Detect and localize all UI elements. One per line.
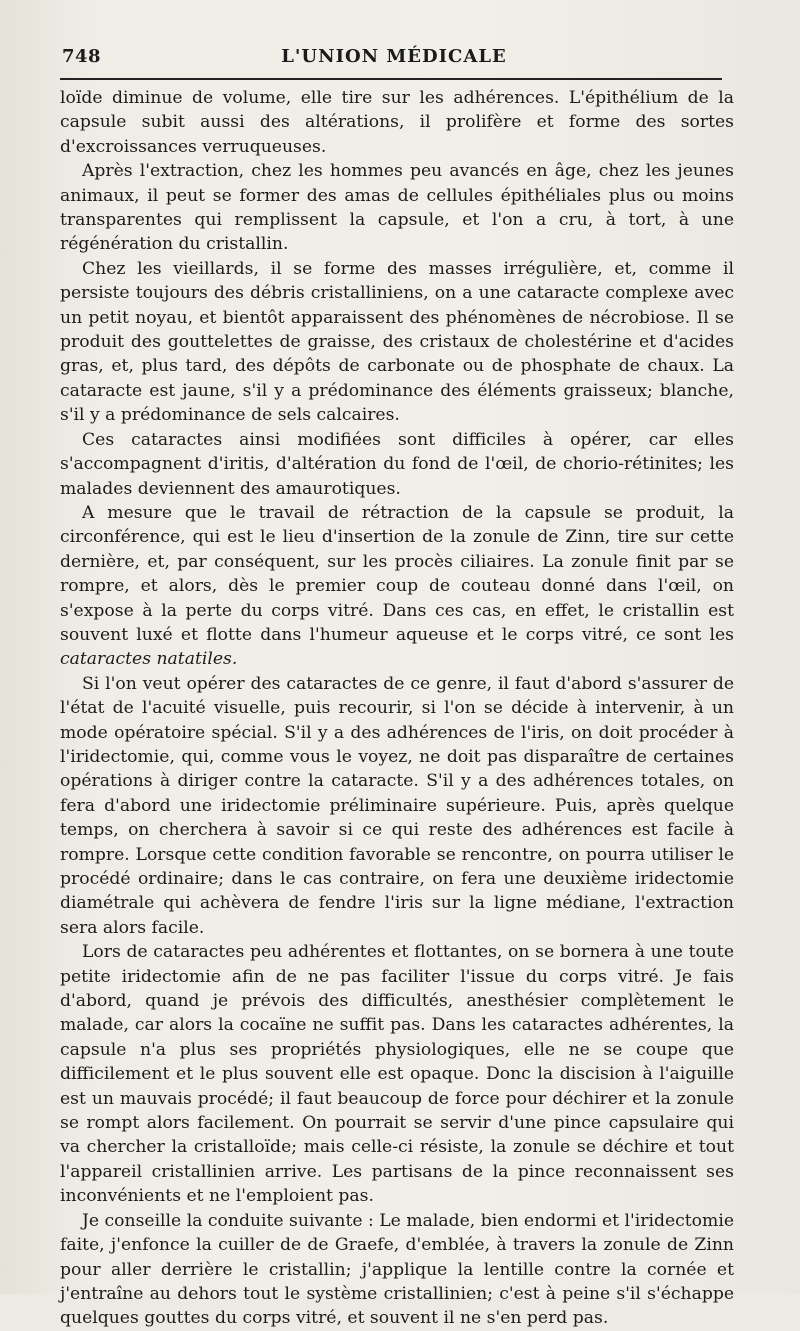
header-rule <box>60 78 722 80</box>
paragraph: Je conseille la conduite suivante : Le malade, bien endormi et l'iridectomie faite, j'enfonce la cuiller de de Graefe, d'emblée, à travers la zonule de Zinn pour aller derrière le cristallin; j'applique la lentille contre la cornée et j'entraîne au dehors tout le système cristallinien; c'est à peine s'il s'échappe quelques gouttes du corps vitré, et souvent il ne s'en perd pas. <box>60 1210 734 1329</box>
paragraph: loïde diminue de volume, elle tire sur les adhérences. L'épithélium de la capsule subit aussi des altérations, il prolifère et forme des sortes d'excroissances verruqueuses. <box>60 88 734 157</box>
paragraph: Chez les vieillards, il se forme des masses irrégulière, et, comme il persiste toujours des débris cristalliniens, on a une cataracte complexe avec un petit noyau, et bientôt apparaissent des phénomènes de nécrobiose. Il se produit des gouttelettes de graisse, des cristaux de cholestérine et d'acides gras, et, plus tard, des dépôts de carbonate ou de phosphate de chaux. La cataracte est jaune, s'il y a prédominance des éléments graisseux; blanche, s'il y a prédominance de sels calcaires. <box>60 258 734 426</box>
italic-term: cataractes natatiles. <box>60 649 238 670</box>
article-body <box>60 86 734 1331</box>
paragraph-with-italic <box>60 501 734 672</box>
running-title: L'UNION MÉDICALE <box>281 46 507 67</box>
paragraph-text: A mesure que le travail de rétraction de la capsule se produit, la circonférence, qui est le lieu d'insertion de la zonule de Zinn, tire sur cette dernière, et, par conséquent, sur les procès ciliaires. La zonule finit par se rompre, et alors, dès le premier coup de couteau donné dans l'œil, on s'expose à la perte du corps vitré. Dans ces cas, en effet, le cristallin est souvent luxé et flotte dans l'humeur aqueuse et le corps vitré, ce sont les <box>60 502 734 645</box>
page-number: 748 <box>62 46 102 67</box>
running-header <box>58 44 730 74</box>
paragraph: Lors de cataractes peu adhérentes et flottantes, on se bornera à une toute petite iridectomie afin de ne pas faciliter l'issue du corps vitré. Je fais d'abord, quand je prévois des difficultés, anesthésier complètement le malade, car alors la cocaïne ne suffit pas. Dans les cataractes adhérentes, la capsule n'a plus ses propriétés physiologiques, elle ne se coupe que difficilement et le plus souvent elle est opaque. Donc la discision à l'aiguille est un mauvais procédé; il faut beaucoup de force pour déchirer et la zonule se rompt alors facilement. On pourrait se servir d'une pince capsulaire qui va chercher la cristalloïde; mais celle-ci résiste, la zonule se déchire et tout l'appareil cristallinien arrive. Les partisans de la pince reconnaissent ses inconvénients et ne l'emploient pas. <box>60 942 734 1207</box>
paragraph: Si l'on veut opérer des cataractes de ce genre, il faut d'abord s'assurer de l'état de l'acuité visuelle, puis recourir, si l'on se décide à intervenir, à un mode opératoire spécial. S'il y a des adhérences de l'iris, on doit procéder à l'iridectomie, qui, comme vous le voyez, ne doit pas disparaître de certaines opérations à diriger contre la cataracte. S'il y a des adhérences totales, on fera d'abord une iridectomie préliminaire supérieure. Puis, après quelque temps, on cherchera à savoir si ce qui reste des adhérences est facile à rompre. Lorsque cette condition favorable se rencontre, on pourra utiliser le procédé ordinaire; dans le cas contraire, on fera une deuxième iridectomie diamétrale qui achèvera de fendre l'iris sur la ligne médiane, l'extraction sera alors facile. <box>60 673 734 938</box>
paragraph: Après l'extraction, chez les hommes peu avancés en âge, chez les jeunes animaux, il peut se former des amas de cellules épithéliales plus ou moins transparentes qui remplissent la capsule, et l'on a cru, à tort, à une régénération du cristallin. <box>60 161 734 255</box>
paragraph: Ces cataractes ainsi modifiées sont difficiles à opérer, car elles s'accompagnent d'iritis, d'altération du fond de l'œil, de chorio-rétinites; les malades deviennent des amaurotiques. <box>60 429 734 499</box>
